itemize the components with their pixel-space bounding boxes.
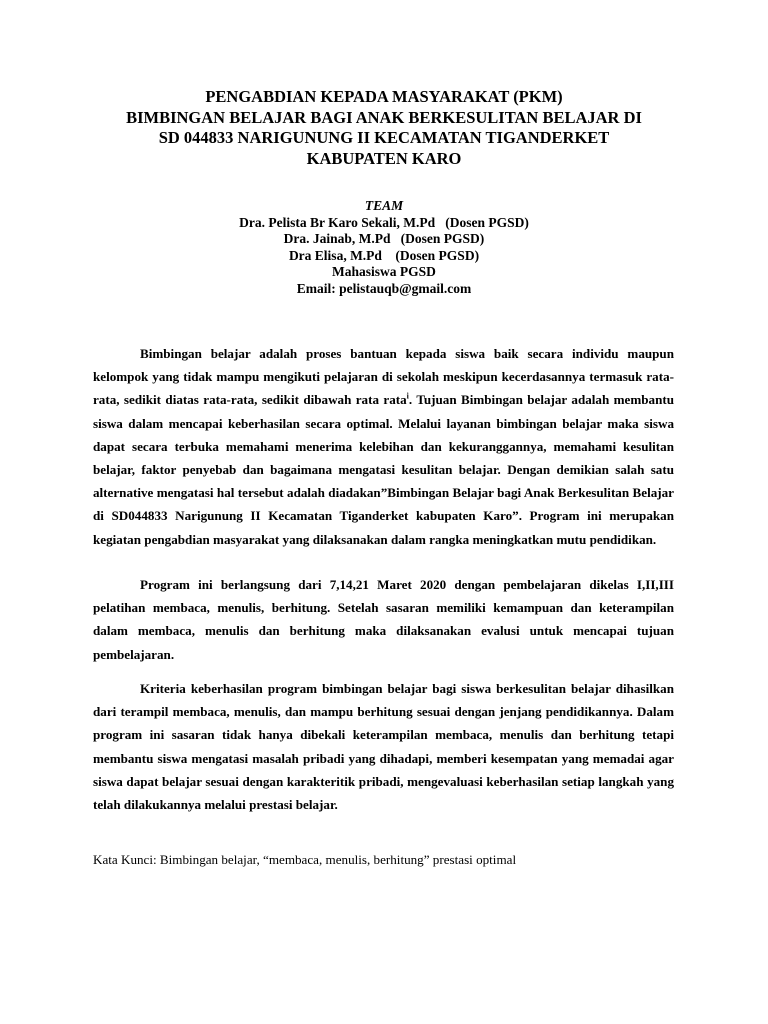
team-member-2: Dra. Jainab, M.Pd (Dosen PGSD) [283,231,485,246]
footnote-marker: i [406,392,409,402]
paragraph-2-text: Program ini berlangsung dari 7,14,21 Maret 2020 dengan pembelajaran dikelas I,II,III pelatihan membaca, menulis, berhitung. Setelah sasaran memiliki kemampuan dan keterampilan dalam membaca, menulis dan berhitung maka dilaksanakan evalusi untuk mencapai tujuan pembelajaran. [93,577,674,662]
team-heading: TEAM [364,198,404,213]
paragraph-1-text-b: . Tujuan Bimbingan belajar adalah membantu siswa dalam mencapai keberhasilan secara optimal. Melalui layanan bimbingan belajar maka siswa dapat secara terbuka memahami menerima kelebihan dan kekuranggannya, memahami kesulitan belajar, faktor penyebab dan bagaimana mengatasi kesulitan belajar. Dengan demikian salah satu alternative mengatasi hal tersebut adalah diadakan”Bimbingan Belajar bagi Anak Berkesulitan Belajar di SD044833 Narigunung II Kecamatan Tiganderket kabupaten Karo”. Program ini merupakan kegiatan pengabdian masyarakat yang dilaksanakan dalam rangka meningkatkan mutu pendidikan. [93,392,675,547]
title-line-4: KABUPATEN KARO [306,148,462,168]
paragraph-1-text-a: Bimbingan belajar adalah proses bantuan kepada siswa baik secara individu maupun kelompok yang tidak mampu mengikuti pelajaran di sekolah meskipun kecerdasannya termasuk rata-rata, sedikit diatas rata-rata, sedikit dibawah rata rata [93,346,674,408]
team-member-1: Dra. Pelista Br Karo Sekali, M.Pd (Dosen PGSD) [239,214,529,230]
team-member-4: Mahasiswa PGSD [332,264,436,279]
paragraph-1 [93,342,674,551]
title-line-2: BIMBINGAN BELAJAR BAGI ANAK BERKESULITAN BELAJAR DI [126,107,642,127]
team-email: Email: pelistauqb@gmail.com [296,280,472,296]
document-title [60,87,708,169]
team-section [60,198,708,297]
paragraph-3 [93,677,674,816]
title-line-1: PENGABDIAN KEPADA MASYARAKAT (PKM) [205,87,563,106]
title-line-3: SD 044833 NARIGUNUNG II KECAMATAN TIGANDERKET [158,128,610,147]
team-member-3: Dra Elisa, M.Pd (Dosen PGSD) [288,247,480,263]
paragraph-2 [93,573,674,666]
keywords-line: Kata Kunci: Bimbingan belajar, “membaca, menulis, berhitung” prestasi optimal [93,852,517,867]
paragraph-3-text: Kriteria keberhasilan program bimbingan belajar bagi siswa berkesulitan belajar dihasilkan dari terampil membaca, menulis, dan mampu berhitung sesuai dengan jenjang pendidikannya. Dalam program ini sasaran tidak hanya dibekali keterampilan membaca, menulis dan berhitung tetapi membantu siswa mengatasi masalah pribadi yang dihadapi, memberi kesempatan yang memadai agar siswa dapat belajar sesuai dengan karakteritik pribadi, mengevaluasi keberhasilan setiap langkah yang telah dilakukannya melalui prestasi belajar. [93,681,674,813]
